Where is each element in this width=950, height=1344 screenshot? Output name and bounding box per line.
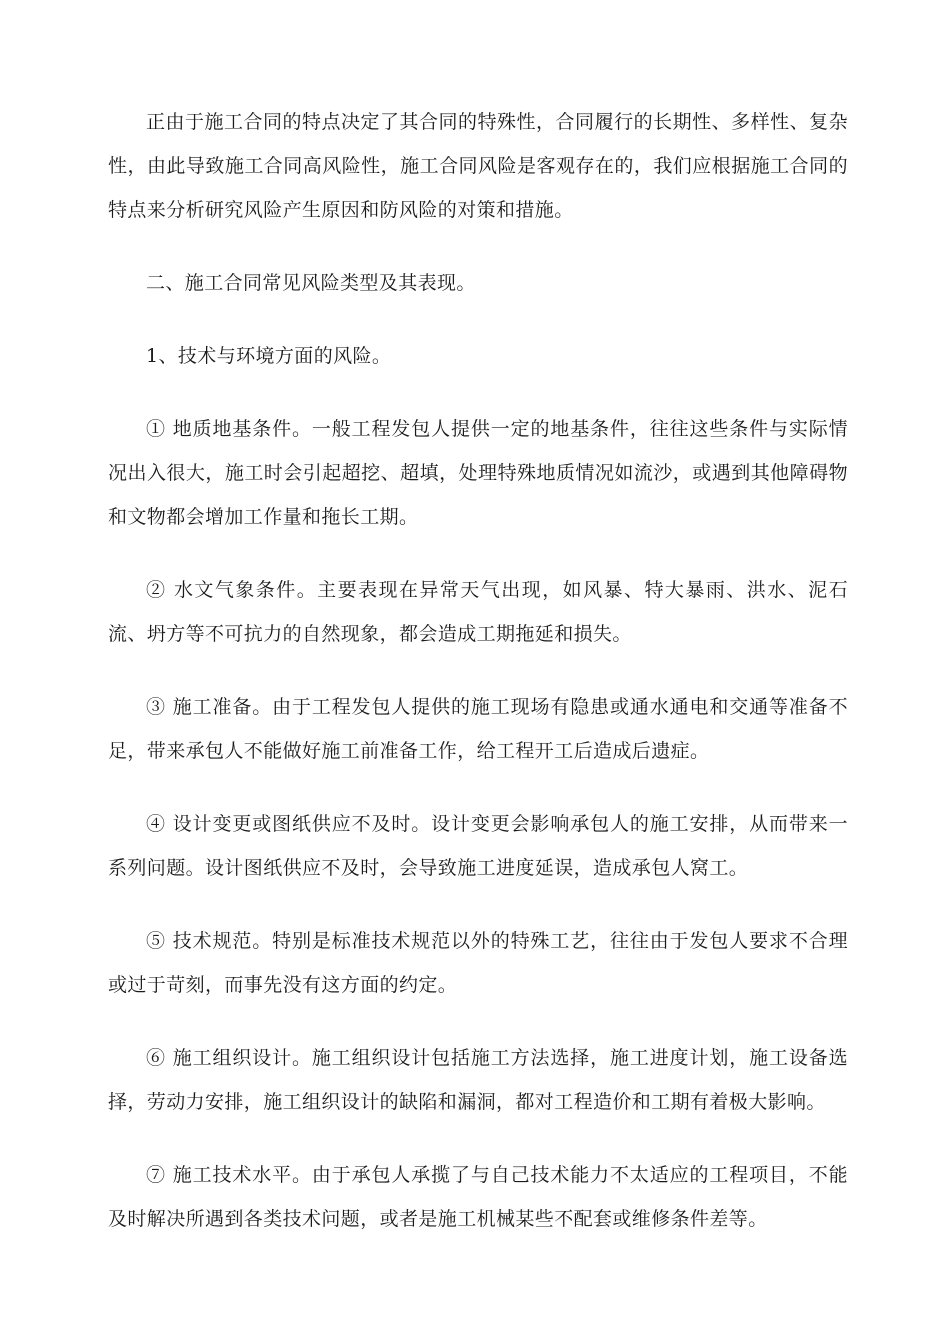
document-body [108,100,848,1270]
list-item-preparation: ③ 施工准备。由于工程发包人提供的施工现场有隐患或通水通电和交通等准备不足，带来承包人不能做好施工前准备工作，给工程开工后造成后遗症。 [108,696,848,762]
list-item-organization-design: ⑥ 施工组织设计。施工组织设计包括施工方法选择，施工进度计划，施工设备选择，劳动力安排，施工组织设计的缺陷和漏洞，都对工程造价和工期有着极大影响。 [108,1047,848,1113]
list-item-hydrology: ② 水文气象条件。主要表现在异常天气出现，如风暴、特大暴雨、洪水、泥石流、坍方等不可抗力的自然现象，都会造成工期拖延和损失。 [108,579,848,645]
list-item-technical-level: ⑦ 施工技术水平。由于承包人承揽了与自己技术能力不太适应的工程项目，不能及时解决所遇到各类技术问题，或者是施工机械某些不配套或维修条件差等。 [108,1164,848,1230]
section-heading: 二、施工合同常见风险类型及其表现。 [146,272,476,294]
list-item-geology: ① 地质地基条件。一般工程发包人提供一定的地基条件，往往这些条件与实际情况出入很大，施工时会引起超挖、超填，处理特殊地质情况如流沙，或遇到其他障碍物和文物都会增加工作量和拖长工期。 [108,418,848,528]
list-item-technical-spec: ⑤ 技术规范。特别是标准技术规范以外的特殊工艺，往往由于发包人要求不合理或过于苛刻，而事先没有这方面的约定。 [108,930,848,996]
list-item-design-change: ④ 设计变更或图纸供应不及时。设计变更会影响承包人的施工安排，从而带来一系列问题。设计图纸供应不及时，会导致施工进度延误，造成承包人窝工。 [108,813,848,879]
paragraph-intro: 正由于施工合同的特点决定了其合同的特殊性，合同履行的长期性、多样性、复杂性，由此导致施工合同高风险性，施工合同风险是客观存在的，我们应根据施工合同的特点来分析研究风险产生原因和防风险的对策和措施。 [108,111,848,221]
subsection-heading: 1、技术与环境方面的风险。 [146,345,392,367]
